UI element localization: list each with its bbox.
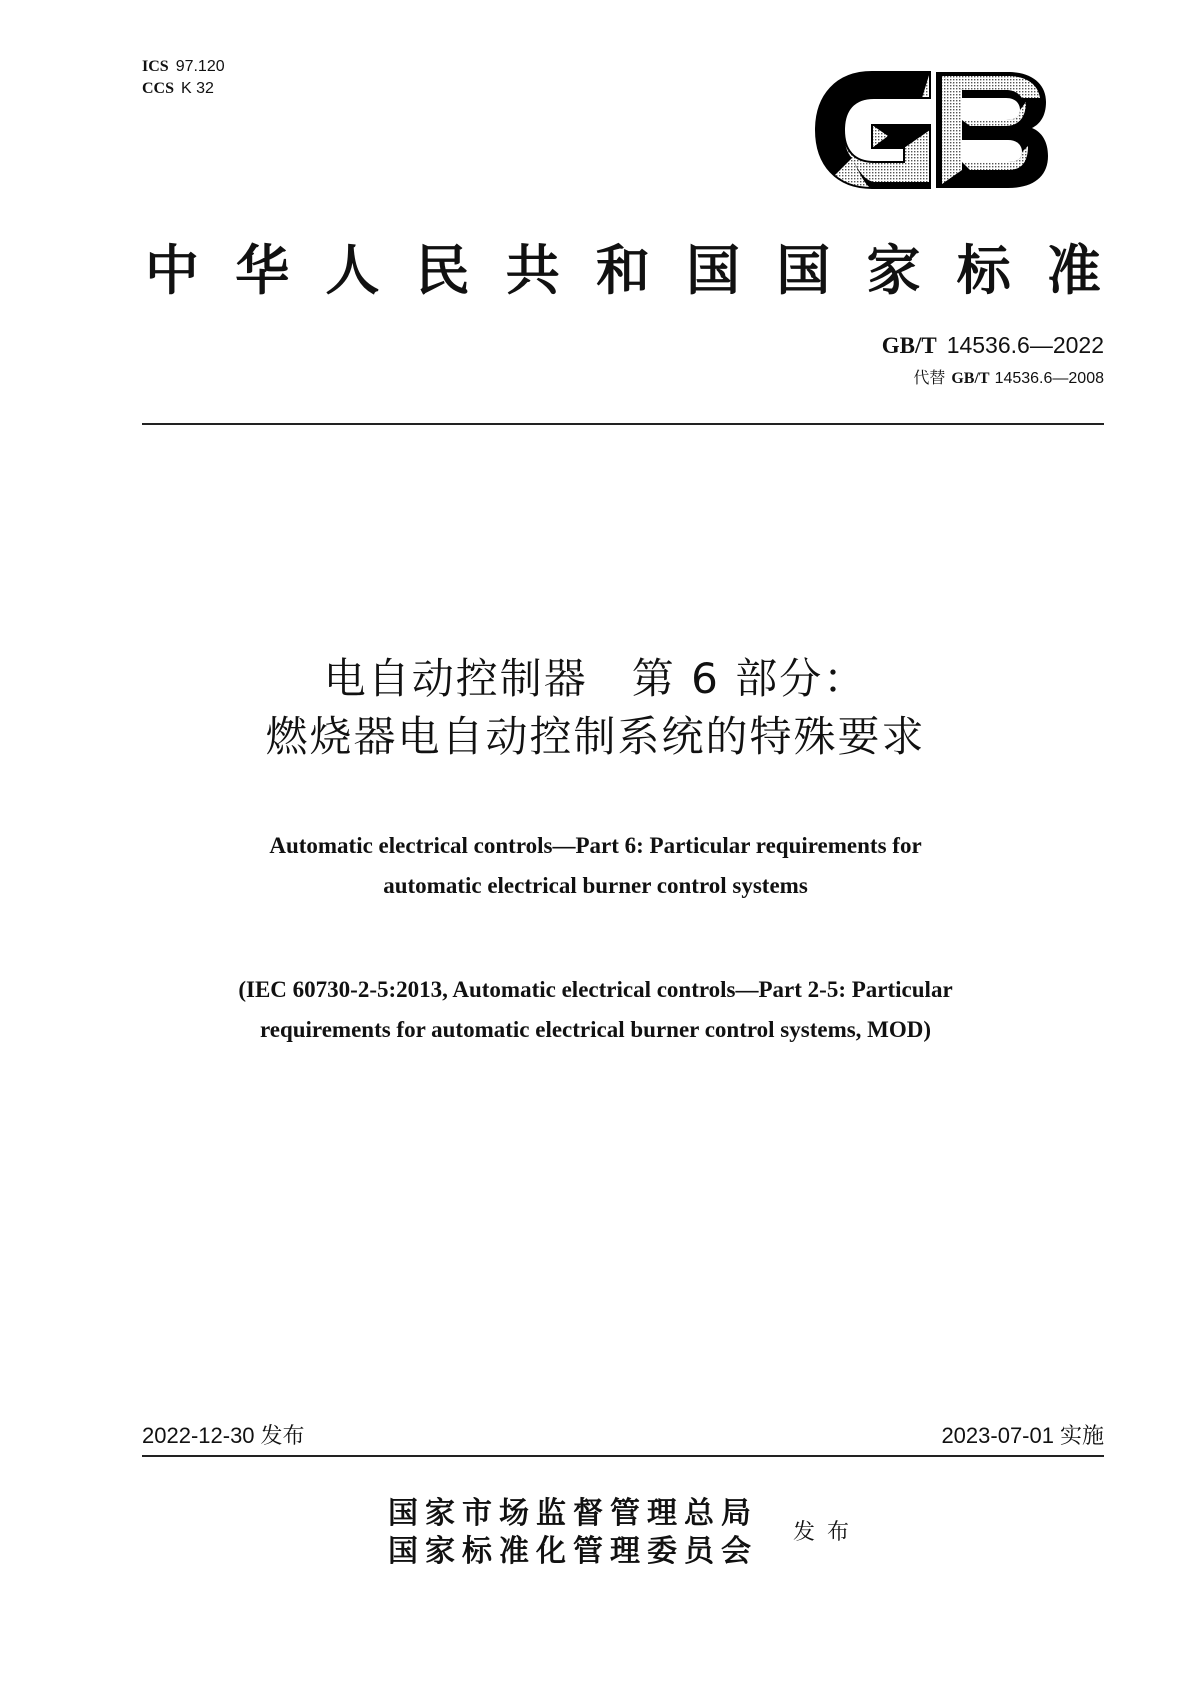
banner-char: 国	[686, 241, 741, 301]
title-english-line-2: automatic electrical burner control systems	[383, 873, 808, 898]
iec-reference	[0, 970, 1191, 1050]
replaces-label: 代替	[913, 368, 946, 387]
replaces-standard	[882, 365, 1104, 392]
issue-date-value: 2022-12-30	[142, 1423, 255, 1448]
classification-codes	[142, 56, 225, 100]
banner-char: 共	[505, 241, 560, 301]
banner-char: 中	[145, 241, 199, 301]
title-chinese-part: 第 6 部分：	[631, 654, 868, 703]
issuer-samr: 国家市场监督管理总局	[388, 1497, 758, 1530]
banner-char: 准	[1046, 241, 1101, 301]
title-english-line-1: Automatic electrical controls—Part 6: Particular requirements for	[269, 833, 922, 858]
title-chinese	[0, 650, 1191, 766]
effective-date-label: 实施	[1059, 1424, 1104, 1449]
header-divider	[142, 423, 1104, 425]
footer-divider	[142, 1455, 1104, 1457]
banner-char: 和	[595, 241, 650, 301]
replaces-prefix: GB/T	[951, 370, 990, 387]
standard-number-block	[882, 330, 1104, 392]
ccs-code	[142, 78, 225, 100]
issue-date	[142, 1422, 305, 1451]
banner-char: 华	[235, 241, 290, 301]
standard-prefix: GB/T	[881, 333, 937, 358]
effective-date-value: 2023-07-01	[941, 1423, 1054, 1448]
ics-label: ICS	[142, 58, 169, 75]
issue-date-label: 发布	[260, 1424, 305, 1449]
banner-char: 国	[776, 241, 831, 301]
effective-date	[941, 1422, 1104, 1451]
title-chinese-line-2: 燃烧器电自动控制系统的特殊要求	[265, 712, 926, 761]
issuer-sac: 国家标准化管理委员会	[388, 1535, 758, 1568]
ics-code	[142, 56, 225, 78]
title-chinese-line-1	[0, 650, 1191, 708]
ccs-value: K 32	[181, 80, 214, 97]
standard-code: 14536.6—2022	[946, 332, 1104, 358]
title-chinese-main: 电自动控制器	[323, 654, 588, 703]
ccs-label: CCS	[142, 80, 175, 97]
gb-logo-icon	[812, 70, 1052, 190]
issued-by-label: 发布	[793, 1520, 862, 1545]
banner-char: 标	[956, 241, 1011, 301]
banner-char: 民	[415, 241, 470, 301]
issuing-organizations	[388, 1495, 758, 1571]
banner-char: 家	[866, 241, 921, 301]
iec-reference-line-2: requirements for automatic electrical burner control systems, MOD)	[259, 1017, 932, 1042]
title-english	[0, 826, 1191, 906]
replaces-code: 14536.6—2008	[994, 370, 1104, 387]
ics-value: 97.120	[175, 58, 225, 75]
national-standard-banner	[140, 228, 1106, 305]
banner-char: 人	[325, 241, 380, 301]
standard-number	[882, 330, 1104, 361]
iec-reference-line-1: (IEC 60730-2-5:2013, Automatic electrical controls—Part 2-5: Particular	[238, 977, 953, 1002]
